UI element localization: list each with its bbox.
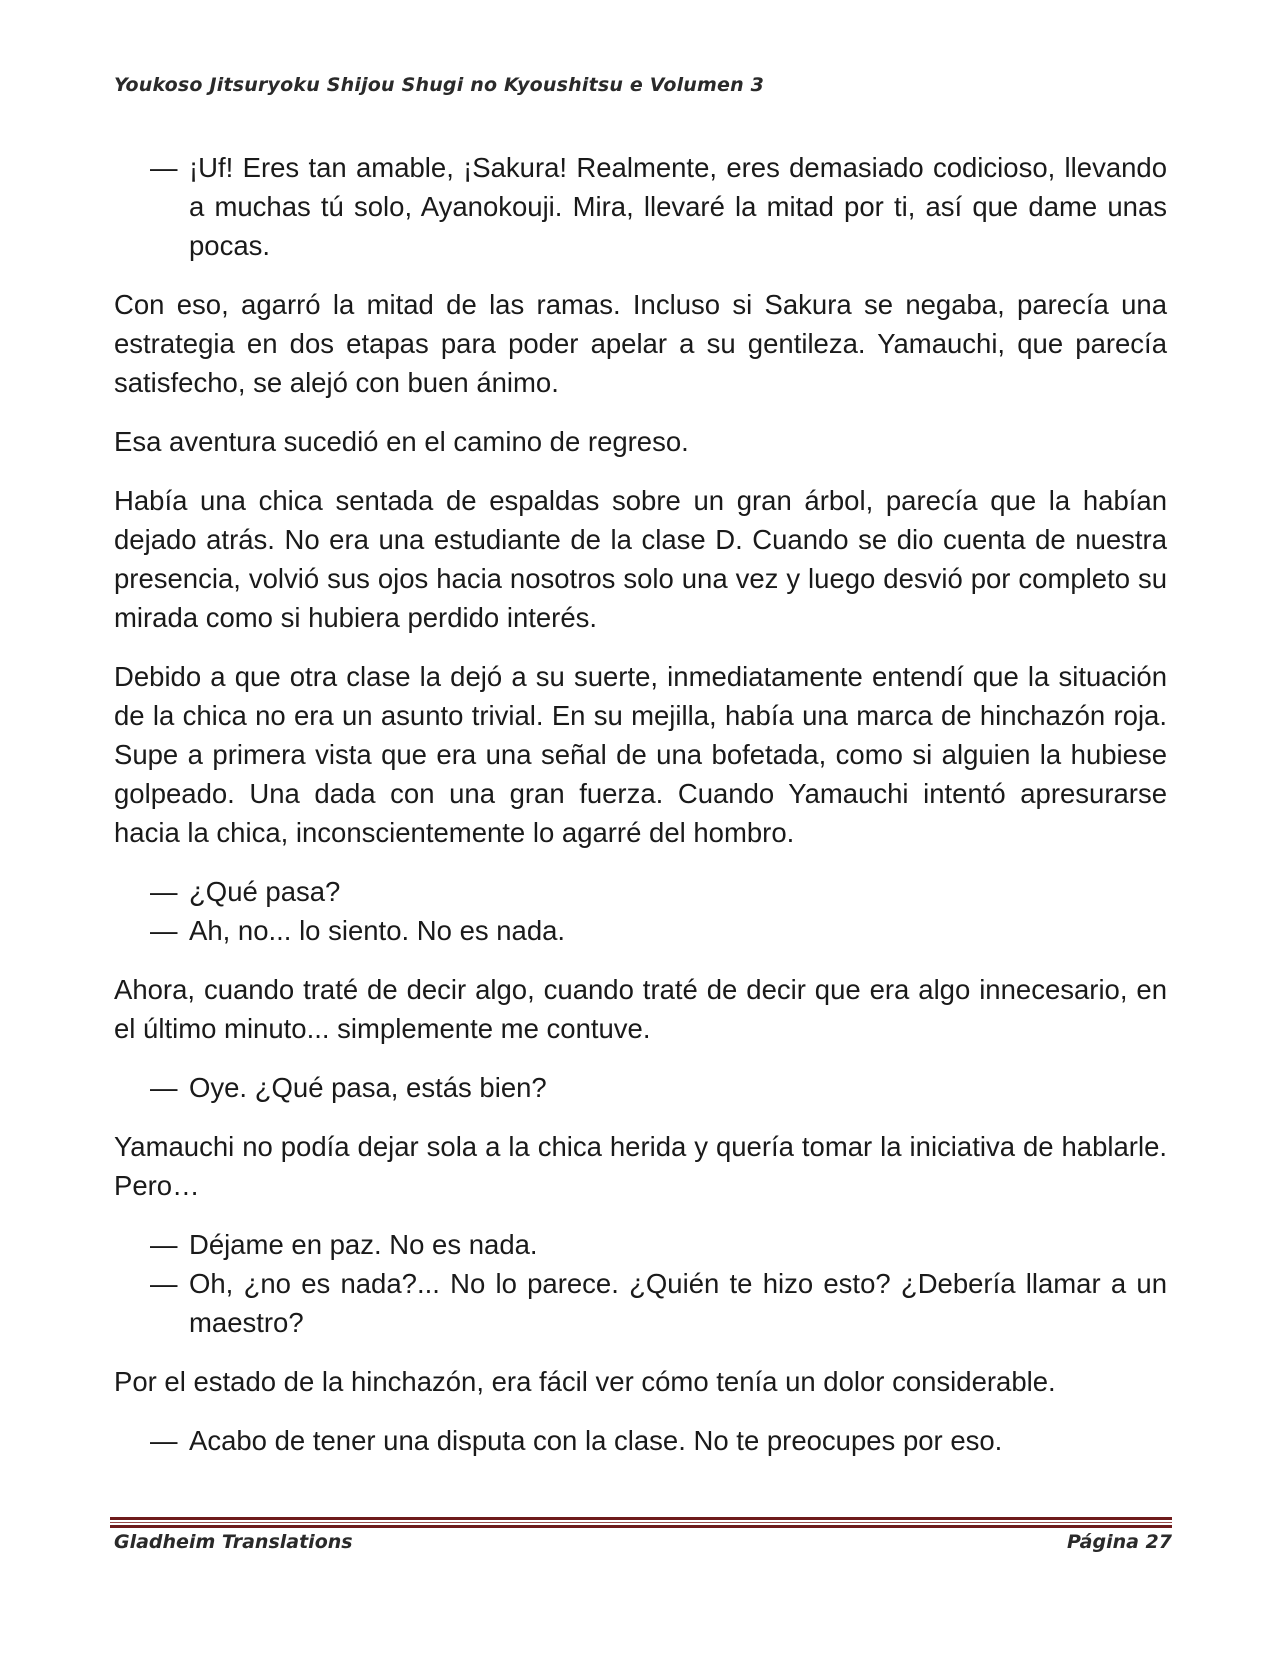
dialog-dash: — bbox=[150, 876, 178, 907]
dialog-line bbox=[114, 1264, 1167, 1342]
dialog-line bbox=[114, 148, 1167, 265]
dialog-line bbox=[114, 911, 1167, 950]
dialog-text: ¡Uf! Eres tan amable, ¡Sakura! Realmente, eres demasiado codicioso, llevando a muchas tú solo, Ayanokouji. Mira, llevaré la mitad por ti, así que dame unas pocas. bbox=[189, 152, 1167, 261]
dialog-dash: — bbox=[150, 1268, 178, 1299]
dialog-dash: — bbox=[150, 915, 178, 946]
dialog-text: Déjame en paz. No es nada. bbox=[189, 1229, 538, 1260]
footer-divider bbox=[110, 1517, 1172, 1520]
dialog-text: Ah, no... lo siento. No es nada. bbox=[189, 915, 566, 946]
paragraph: Por el estado de la hinchazón, era fácil ver cómo tenía un dolor considerable. bbox=[114, 1366, 1056, 1397]
dialog-text: Oye. ¿Qué pasa, estás bien? bbox=[189, 1072, 547, 1103]
dialog-block bbox=[114, 148, 1167, 265]
paragraph: Debido a que otra clase la dejó a su suerte, inmediatamente entendí que la situación de la chica no era un asunto trivial. En su mejilla, había una marca de hinchazón roja. Supe a primera vista que era una señal de una bofetada, como si alguien la hubiese golpeado. Una dada con una gran fuerza. Cuando Yamauchi intentó apresurarse hacia la chica, inconscientemente lo agarré del hombro. bbox=[114, 661, 1167, 848]
dialog-dash: — bbox=[150, 1229, 178, 1260]
dialog-line bbox=[114, 1068, 1167, 1107]
page-content bbox=[114, 148, 1167, 1480]
paragraph: Con eso, agarró la mitad de las ramas. Incluso si Sakura se negaba, parecía una estrategia en dos etapas para poder apelar a su gentileza. Yamauchi, que parecía satisfecho, se alejó con buen ánimo. bbox=[114, 289, 1167, 398]
dialog-text: Oh, ¿no es nada?... No lo parece. ¿Quién te hizo esto? ¿Debería llamar a un maestro? bbox=[189, 1268, 1167, 1338]
paragraph: Había una chica sentada de espaldas sobre un gran árbol, parecía que la habían dejado atrás. No era una estudiante de la clase D. Cuando se dio cuenta de nuestra presencia, volvió sus ojos hacia nosotros solo una vez y luego desvió por completo su mirada como si hubiera perdido interés. bbox=[114, 485, 1167, 633]
dialog-block bbox=[114, 1225, 1167, 1342]
paragraph: Esa aventura sucedió en el camino de regreso. bbox=[114, 426, 689, 457]
dialog-dash: — bbox=[150, 1072, 178, 1103]
dialog-line bbox=[114, 1225, 1167, 1264]
dialog-line bbox=[114, 1421, 1167, 1460]
footer-credit: Gladheim Translations bbox=[114, 1531, 353, 1553]
dialog-dash: — bbox=[150, 1425, 178, 1456]
page-number: Página 27 bbox=[1066, 1531, 1172, 1553]
dialog-block bbox=[114, 1068, 1167, 1107]
paragraph: Yamauchi no podía dejar sola a la chica herida y quería tomar la iniciativa de hablarle. Pero… bbox=[114, 1131, 1167, 1201]
page-header: Youkoso Jitsuryoku Shijou Shugi no Kyoushitsu e Volumen 3 bbox=[114, 74, 765, 96]
dialog-text: ¿Qué pasa? bbox=[189, 876, 341, 907]
dialog-dash: — bbox=[150, 152, 178, 183]
dialog-block bbox=[114, 1421, 1167, 1460]
paragraph: Ahora, cuando traté de decir algo, cuando traté de decir que era algo innecesario, en el último minuto... simplemente me contuve. bbox=[114, 974, 1167, 1044]
footer-divider-thin bbox=[110, 1522, 1172, 1523]
footer-divider bbox=[110, 1525, 1172, 1528]
dialog-line bbox=[114, 872, 1167, 911]
dialog-block bbox=[114, 872, 1167, 950]
dialog-text: Acabo de tener una disputa con la clase. No te preocupes por eso. bbox=[189, 1425, 1003, 1456]
